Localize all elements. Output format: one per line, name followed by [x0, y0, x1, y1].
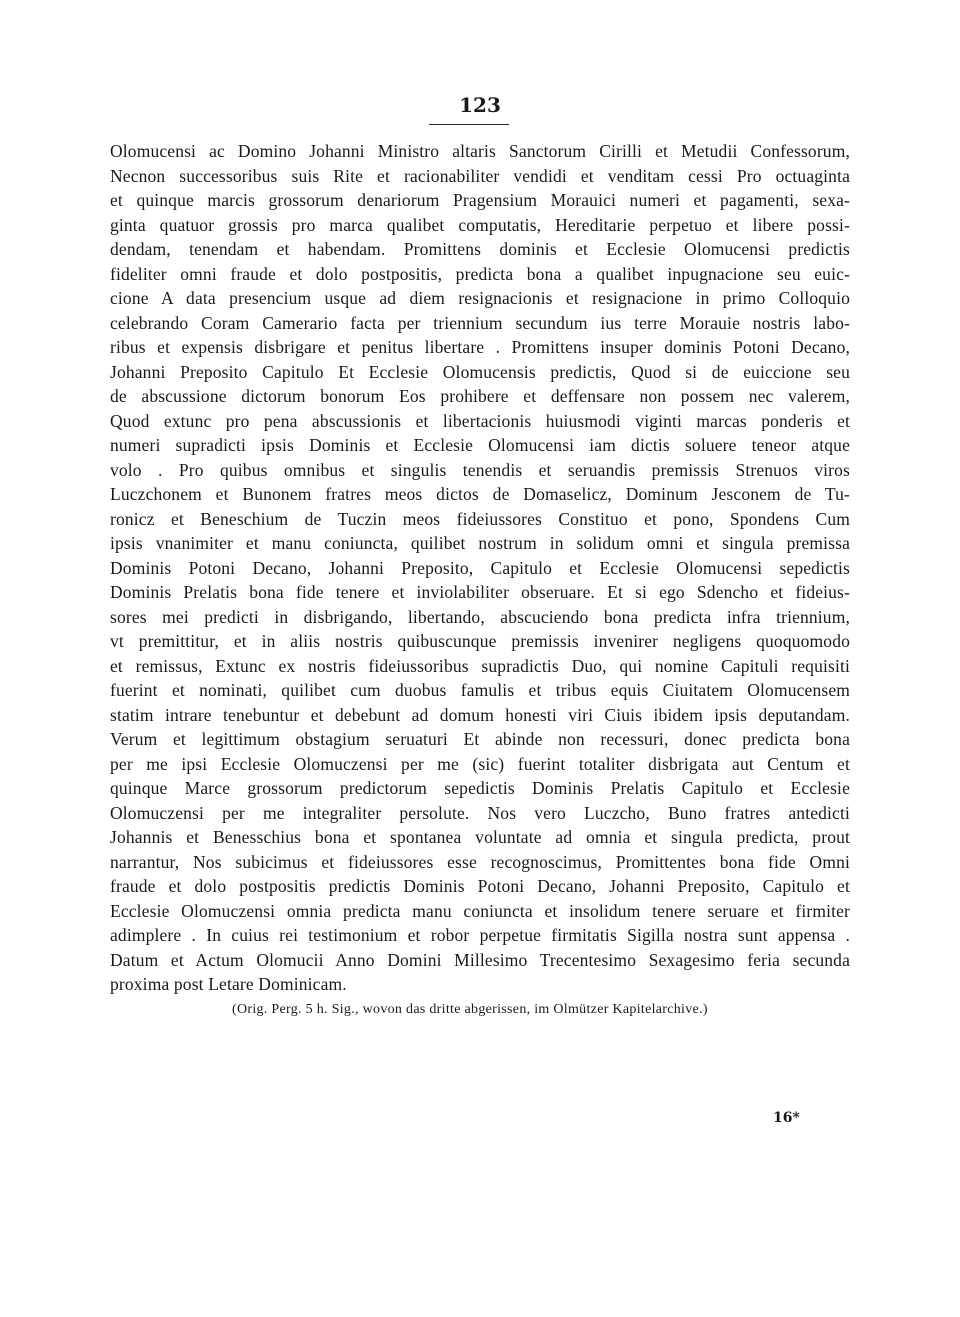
text-line: volo . Pro quibus omnibus et singulis tenendis et seruandis premissis Strenuos viros [110, 459, 850, 480]
text-line: ronicz et Beneschium de Tuczin meos fideiussores Constituo et pono, Spondens Cum [110, 508, 850, 529]
text-line: fuerint et nominati, quilibet cum duobus famulis et tribus equis Ciuitatem Olomucensem [110, 680, 850, 700]
text-line: Quod extunc pro pena abscussionis et libertacionis huiusmodi viginti marcas ponderis et [110, 410, 850, 431]
text-line: Olomucensi ac Domino Johanni Ministro altaris Sanctorum Cirilli et Metudii Confessorum, [110, 141, 850, 161]
text-line: cione A data presencium usque ad diem resignacionis et resignacione in primo Colloquio [110, 288, 850, 308]
charter-text [110, 139, 850, 997]
text-line: ribus et expensis disbrigare et penitus libertare . Promittens insuper dominis Potoni Decano, [110, 337, 850, 357]
text-line: quinque Marce grossorum predictorum sepedictis Dominis Prelatis Capitulo et Ecclesie [110, 778, 850, 798]
text-line: Necnon successoribus suis Rite et racionabiliter vendidi et venditam cessi Pro octuaginta [110, 165, 850, 186]
text-line: adimplere . In cuius rei testimonium et robor perpetue firmitatis Sigilla nostra sunt appensa . [110, 925, 850, 945]
signature-mark: 16* [773, 1110, 800, 1126]
text-line: ginta quatuor grossis pro marca qualibet computatis, Hereditarie perpetuo et libere possi- [110, 214, 850, 235]
source-note: (Orig. Perg. 5 h. Sig., wovon das dritte abgerissen, im Olmützer Kapitelarchive.) [232, 1002, 708, 1017]
page-number-rule [429, 124, 509, 125]
text-line: per me ipsi Ecclesie Olomuczensi per me (sic) fuerint totaliter disbrigata aut Centum et [110, 753, 850, 774]
text-line: Dominis Prelatis bona fide tenere et inviolabiliter obseruare. Et si ego Sdencho et fideius- [110, 582, 850, 602]
text-line: Olomuczensi per me integraliter persolute. Nos vero Luczcho, Buno fratres antedicti [110, 802, 850, 823]
text-line: narrantur, Nos subicimus et fideiussores esse recognoscimus, Promittentes bona fide Omni [110, 851, 850, 872]
text-line: statim intrare tenebuntur et debebunt ad domum honesti viri Ciuis ibidem ipsis deputandam. [110, 704, 850, 725]
text-line: sores mei predicti in disbrigando, libertando, abscuciendo bona predicta infra triennium, [110, 606, 850, 627]
text-line: Ecclesie Olomuczensi omnia predicta manu coniuncta et insolidum tenere seruare et firmiter [110, 900, 850, 921]
text-line: vt premittitur, et in aliis nostris quibuscunque premissis invenirer negligens quoquomodo [110, 631, 850, 651]
text-line: de abscussione dictorum bonorum Eos prohibere et deffensare non possem nec valerem, [110, 386, 850, 406]
text-line: numeri supradicti ipsis Dominis et Ecclesie Olomucensi iam dictis soluere teneor atque [110, 435, 850, 455]
text-line: et remissus, Extunc ex nostris fideiussoribus supradictis Duo, qui nomine Capituli requisiti [110, 655, 850, 676]
text-line: celebrando Coram Camerario facta per triennium secundum ius terre Morauie nostris labo- [110, 312, 850, 333]
page-number: 123 [459, 93, 501, 117]
text-line: fraude et dolo postpositis predictis Dominis Potoni Decano, Johanni Preposito, Capitulo et [110, 876, 850, 896]
text-line: et quinque marcis grossorum denariorum Pragensium Morauici numeri et pagamenti, sexa- [110, 190, 850, 210]
text-line: Dominis Potoni Decano, Johanni Preposito, Capitulo et Ecclesie Olomucensi sepedictis [110, 557, 850, 578]
text-line: Luczchonem et Bunonem fratres meos dictos de Domaselicz, Dominum Jesconem de Tu- [110, 484, 850, 504]
text-line: fideliter omni fraude et dolo postpositis, predicta bona a qualibet inpugnacione seu euic- [110, 263, 850, 284]
text-line: Johannis et Benesschius bona et spontanea voluntate ad omnia et singula predicta, prout [110, 827, 850, 847]
text-line: Verum et legittimum obstagium seruaturi Et abinde non recessuri, donec predicta bona [110, 729, 850, 749]
text-line: Datum et Actum Olomucii Anno Domini Millesimo Trecentesimo Sexagesimo feria secunda [110, 949, 850, 970]
text-line: proxima post Letare Dominicam. [110, 974, 347, 994]
text-line: Johanni Preposito Capitulo Et Ecclesie Olomucensis predictis, Quod si de euiccione seu [110, 361, 850, 382]
text-line: ipsis vnanimiter et manu coniuncta, quilibet nostrum in solidum omni et singula premissa [110, 533, 850, 553]
text-line: dendam, tenendam et habendam. Promittens dominis et Ecclesie Olomucensi predictis [110, 239, 850, 259]
